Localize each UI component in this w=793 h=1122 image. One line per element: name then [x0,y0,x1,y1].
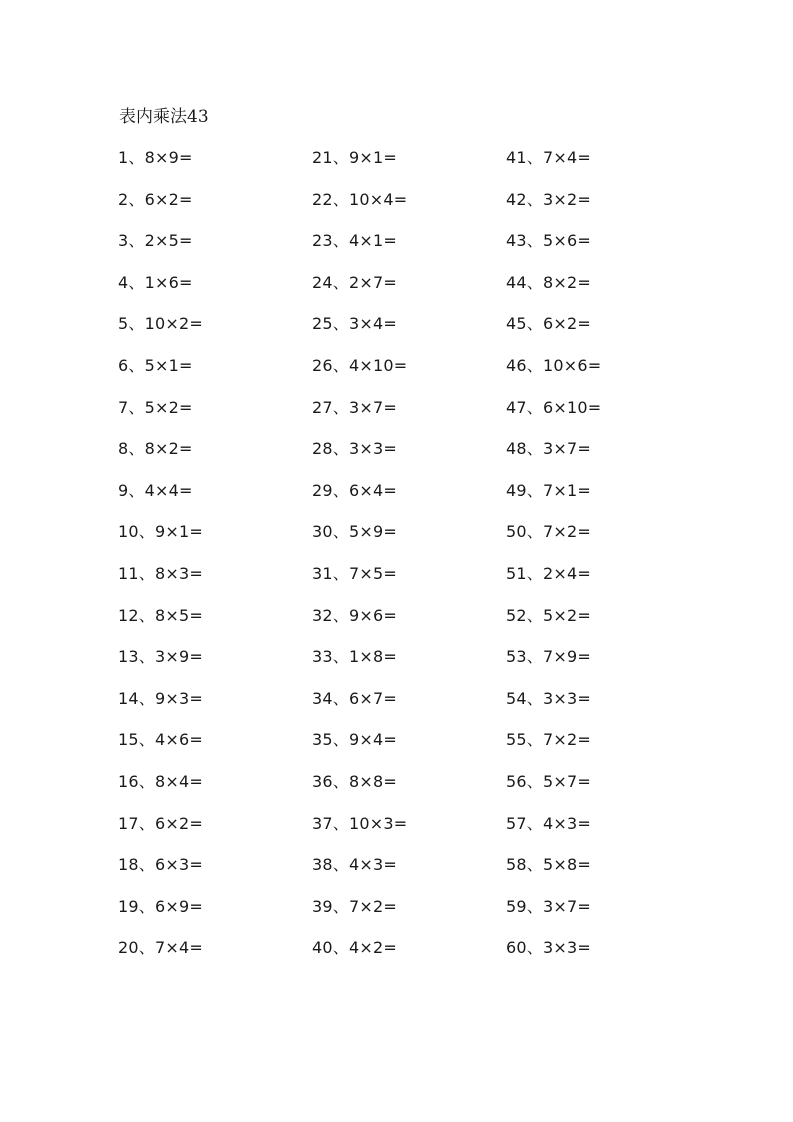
problem-item: 44、8×2= [506,272,591,292]
problem-item: 3、2×5= [118,231,193,251]
problem-grid [118,146,700,978]
problem-item: 5、10×2= [118,314,203,334]
problem-item: 17、6×2= [118,813,203,833]
problem-item: 56、5×7= [506,771,591,791]
problem-item: 34、6×7= [312,688,397,708]
problem-item: 8、8×2= [118,439,193,459]
problem-item: 40、4×2= [312,938,397,958]
problem-item: 13、3×9= [118,647,203,667]
problem-item: 12、8×5= [118,605,203,625]
problem-item: 55、7×2= [506,730,591,750]
problem-item: 25、3×4= [312,314,397,334]
problem-item: 45、6×2= [506,314,591,334]
problem-item: 24、2×7= [312,272,397,292]
problem-item: 46、10×6= [506,355,602,375]
problem-item: 1、8×9= [118,148,193,167]
problem-item: 35、9×4= [312,730,397,750]
problem-item: 33、1×8= [312,647,397,667]
problem-item: 43、5×6= [506,231,591,251]
problem-item: 53、7×9= [506,647,591,667]
problem-item: 52、5×2= [506,605,591,625]
problem-item: 11、8×3= [118,563,203,583]
problem-item: 39、7×2= [312,896,397,916]
problem-item: 14、9×3= [118,688,203,708]
problem-item: 9、4×4= [118,480,193,500]
problem-item: 36、8×8= [312,771,397,791]
problem-item: 6、5×1= [118,355,193,375]
problem-item: 47、6×10= [506,397,602,417]
problem-item: 42、3×2= [506,189,591,209]
problem-item: 41、7×4= [506,148,591,167]
problem-item: 10、9×1= [118,522,203,542]
problem-item: 54、3×3= [506,688,591,708]
problem-item: 15、4×6= [118,730,203,750]
problem-item: 28、3×3= [312,439,397,459]
problem-item: 57、4×3= [506,813,591,833]
problem-item: 20、7×4= [118,938,203,958]
problem-item: 30、5×9= [312,522,397,542]
problem-item: 18、6×3= [118,855,203,875]
problem-item: 22、10×4= [312,189,408,209]
problem-item: 2、6×2= [118,189,193,209]
problem-item: 49、7×1= [506,480,591,500]
problem-item: 16、8×4= [118,771,203,791]
problem-item: 29、6×4= [312,480,397,500]
problem-item: 23、4×1= [312,231,397,251]
problem-item: 50、7×2= [506,522,591,542]
problem-item: 26、4×10= [312,355,408,375]
problem-item: 60、3×3= [506,938,591,958]
problem-item: 4、1×6= [118,272,193,292]
problem-item: 7、5×2= [118,397,193,417]
problem-item: 51、2×4= [506,563,591,583]
problem-item: 21、9×1= [312,148,397,167]
problem-item: 48、3×7= [506,439,591,459]
problem-item: 38、4×3= [312,855,397,875]
worksheet-title: 表内乘法43 [119,107,209,127]
problem-item: 31、7×5= [312,563,397,583]
problem-item: 59、3×7= [506,896,591,916]
problem-item: 19、6×9= [118,896,203,916]
problem-item: 27、3×7= [312,397,397,417]
problem-item: 32、9×6= [312,605,397,625]
problem-item: 37、10×3= [312,813,408,833]
problem-item: 58、5×8= [506,855,591,875]
